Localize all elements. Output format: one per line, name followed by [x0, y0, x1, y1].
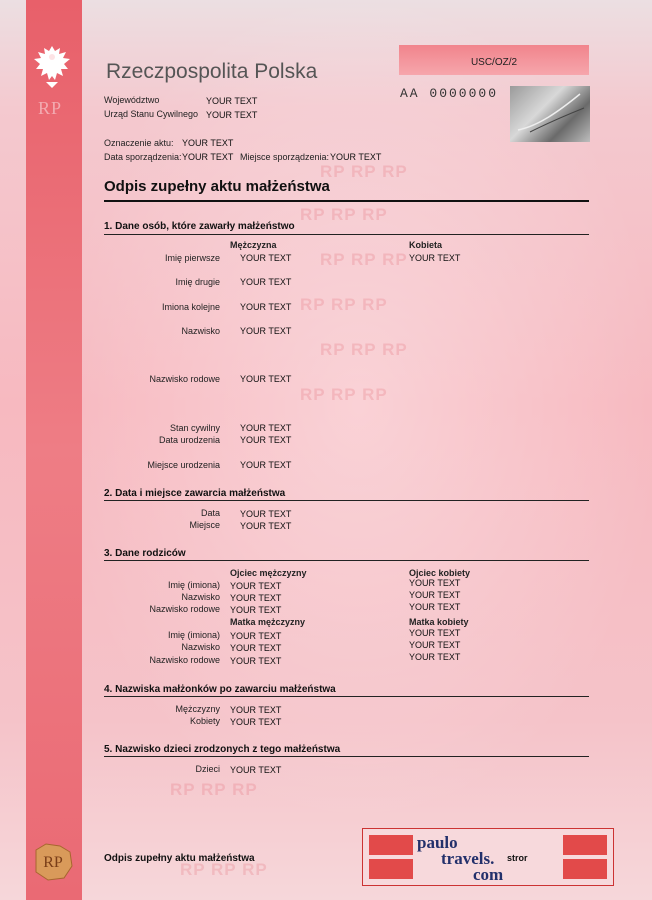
office-label: Urząd Stanu Cywilnego — [104, 109, 199, 119]
column-man-header: Mężczyzna — [230, 240, 277, 250]
field-label: Data urodzenia — [158, 435, 220, 445]
brand-stripe — [563, 859, 607, 879]
section-rule — [104, 234, 589, 235]
brand-line-2: travels. — [441, 849, 495, 868]
father-man-header: Ojciec mężczyzny — [230, 568, 307, 578]
section-rule — [104, 560, 589, 561]
document-title: Odpis zupełny aktu małżeństwa — [104, 178, 330, 195]
serial-number: AA 0000000 — [400, 86, 499, 101]
field-value: YOUR TEXT — [230, 593, 282, 603]
field-label: Dzieci — [195, 764, 220, 774]
footer-title: Odpis zupełny aktu małżeństwa — [104, 853, 255, 864]
rp-watermark: RP RP RP — [320, 340, 408, 359]
field-value: YOUR TEXT — [230, 717, 282, 727]
field-value: YOUR TEXT — [240, 521, 292, 531]
field-value: YOUR TEXT — [230, 705, 282, 715]
field-value: YOUR TEXT — [230, 605, 282, 615]
field-label: Imię pierwsze — [164, 253, 220, 263]
field-label: Imię (imiona) — [167, 580, 220, 590]
section-1-heading: 1. Dane osób, które zawarły małżeństwo — [104, 221, 295, 232]
mother-woman-header: Matka kobiety — [409, 617, 469, 627]
field-value: YOUR TEXT — [230, 581, 282, 591]
field-label: Miejsce urodzenia — [147, 460, 220, 470]
father-woman-header: Ojciec kobiety — [409, 568, 471, 578]
brand-line-1: paulo — [417, 833, 458, 852]
column-woman-header: Kobieta — [409, 240, 443, 250]
field-value-man: YOUR TEXT — [240, 302, 292, 312]
brand-line-3: com — [473, 865, 504, 884]
field-label: Nazwisko — [181, 592, 220, 602]
field-value: YOUR TEXT — [409, 602, 461, 612]
field-label: Nazwisko rodowe — [149, 374, 220, 384]
section-3-heading: 3. Dane rodziców — [104, 548, 186, 559]
mother-man-header: Matka mężczyzny — [230, 617, 306, 627]
field-value: YOUR TEXT — [409, 590, 461, 600]
hologram-security-image — [510, 86, 590, 142]
field-value: YOUR TEXT — [230, 765, 282, 775]
voivodeship-label: Województwo — [104, 95, 160, 105]
field-label: Stan cywilny — [169, 423, 220, 433]
section-rule — [104, 696, 589, 697]
field-value-man: YOUR TEXT — [240, 253, 292, 263]
rp-watermark: RP RP RP — [320, 162, 408, 181]
field-label: Mężczyzny — [175, 704, 220, 714]
rp-watermark: RP RP RP — [180, 860, 268, 879]
section-rule — [104, 756, 589, 757]
field-label: Imię drugie — [175, 277, 220, 287]
section-rule — [104, 500, 589, 501]
rp-emblem-mark: RP — [38, 98, 63, 118]
rp-watermark: RP RP RP — [300, 295, 388, 314]
section-2-heading: 2. Data i miejsce zawarcia małżeństwa — [104, 488, 286, 499]
act-value: YOUR TEXT — [182, 138, 234, 148]
field-label: Nazwisko — [181, 326, 220, 336]
place-drawn-label: Miejsce sporządzenia: — [240, 152, 330, 162]
white-eagle-emblem-icon — [32, 42, 72, 90]
brand-stripe — [563, 835, 607, 855]
office-value: YOUR TEXT — [206, 110, 258, 120]
field-value: YOUR TEXT — [230, 631, 282, 641]
field-label: Imię (imiona) — [167, 630, 220, 640]
rp-watermark: RP RP RP — [170, 780, 258, 799]
field-value: YOUR TEXT — [409, 628, 461, 638]
svg-text:RP: RP — [43, 854, 63, 871]
voivodeship-value: YOUR TEXT — [206, 96, 258, 106]
rp-watermark: RP RP RP — [300, 385, 388, 404]
brand-stripe — [369, 859, 413, 879]
date-drawn-label: Data sporządzenia: — [104, 152, 182, 162]
section-4-heading: 4. Nazwiska małżonków po zawarciu małżeństwa — [104, 684, 336, 695]
title-rule — [104, 200, 589, 202]
page-number-partial: stror — [507, 853, 528, 863]
rp-watermark: RP RP RP — [300, 205, 388, 224]
brand-watermark — [362, 828, 614, 886]
field-value: YOUR TEXT — [230, 643, 282, 653]
act-label: Oznaczenie aktu: — [104, 138, 174, 148]
field-label: Nazwisko rodowe — [149, 655, 220, 665]
country-name: Rzeczpospolita Polska — [106, 60, 318, 83]
field-value-man: YOUR TEXT — [240, 277, 292, 287]
field-value: YOUR TEXT — [409, 578, 461, 588]
left-red-band — [26, 0, 82, 900]
field-value-man: YOUR TEXT — [240, 435, 292, 445]
field-value: YOUR TEXT — [230, 656, 282, 666]
field-label: Kobiety — [189, 716, 220, 726]
field-label: Nazwisko — [181, 642, 220, 652]
rp-hologram-logo-icon — [30, 840, 76, 882]
section-5-heading: 5. Nazwisko dzieci zrodzonych z tego małżeństwa — [104, 744, 341, 755]
field-value: YOUR TEXT — [240, 509, 292, 519]
field-value-man: YOUR TEXT — [240, 460, 292, 470]
rp-watermark: RP RP RP — [320, 250, 408, 269]
field-label: Nazwisko rodowe — [149, 604, 220, 614]
brand-stripe — [369, 835, 413, 855]
hologram-leaf-icon — [510, 86, 590, 142]
field-label: Data — [200, 508, 220, 518]
usc-code: USC/OZ/2 — [470, 57, 518, 68]
field-value-man: YOUR TEXT — [240, 326, 292, 336]
field-label: Imiona kolejne — [161, 302, 220, 312]
field-value: YOUR TEXT — [409, 652, 461, 662]
date-drawn-value: YOUR TEXT — [182, 152, 234, 162]
field-value-man: YOUR TEXT — [240, 374, 292, 384]
place-drawn-value: YOUR TEXT — [330, 152, 382, 162]
field-value: YOUR TEXT — [409, 640, 461, 650]
field-value-man: YOUR TEXT — [240, 423, 292, 433]
field-value-woman: YOUR TEXT — [409, 253, 461, 263]
field-label: Miejsce — [189, 520, 220, 530]
